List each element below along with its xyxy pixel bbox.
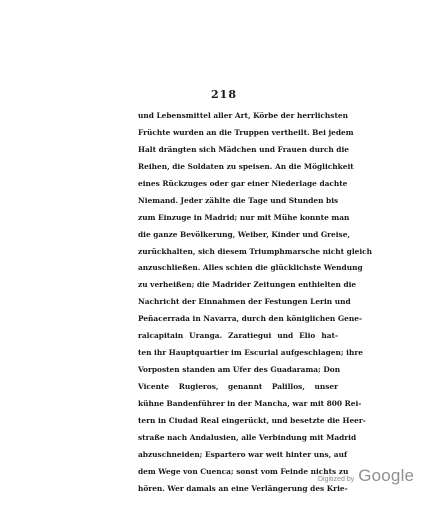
text-line: Halt drängten sich Mädchen und Frauen durch die (138, 144, 349, 154)
text-line: ralcapitain Uranga. Zaratiegui und Elio hat- (138, 331, 338, 341)
text-line: Reihen, die Soldaten zu speisen. An die Möglichkeit (138, 161, 354, 171)
text-line: hören. Wer damals an eine Verlängerung des Krie- (138, 483, 348, 493)
text-line: eines Rückzuges oder gar einer Niederlage dachte (138, 178, 348, 188)
text-line: und Lebensmittel aller Art, Körbe der herrlichsten (138, 111, 348, 120)
google-watermark (318, 466, 414, 486)
google-logo: Google (358, 466, 415, 485)
text-line: straße nach Andalusien, alle Verbindung mit Madrid (138, 432, 357, 442)
watermark-prefix: Digitized by (318, 476, 355, 483)
text-line: ten ihr Hauptquartier im Escurial aufgeschlagen; ihre (138, 348, 363, 358)
text-line: kühne Bandenführer in der Mancha, war mit 800 Rei- (138, 398, 362, 408)
text-line: Nachricht der Einnahmen der Festungen Lerin und (138, 297, 351, 307)
text-line: Niemand. Jeder zählte die Tage und Stunden bis (138, 195, 339, 205)
text-line: die ganze Bevölkerung, Weiber, Kinder und Greise, (138, 229, 350, 239)
text-line: Peñacerrada in Navarra, durch den königlichen Gene- (138, 314, 363, 324)
text-line: Vorposten standen am Ufer des Guadarama; Don (138, 365, 341, 375)
text-line: zurückhalten, sich diesem Triumphmarsche nicht gleich (138, 246, 373, 256)
text-line: zum Einzuge in Madrid; nur mit Mühe konnte man (138, 212, 350, 222)
page-number: 218 (211, 88, 237, 101)
text-line: anzuschließen. Alles schien die glücklichste Wendung (138, 263, 363, 273)
body-text (138, 108, 373, 498)
text-line: Früchte wurden an die Truppen vertheilt. Bei jedem (138, 127, 354, 137)
text-line: dem Wege von Cuenca; sonst vom Feinde nichts zu (138, 466, 349, 476)
text-line: abzuschneiden; Espartero war weit hinter uns, auf (138, 449, 348, 459)
text-line: Vicente Rugieros, genannt Palillos, unser (138, 382, 338, 391)
text-line: zu verheißen; die Madrider Zeitungen enthielten die (138, 280, 357, 290)
text-line: tern in Ciudad Real eingerückt, und besetzte die Heer- (138, 415, 366, 425)
